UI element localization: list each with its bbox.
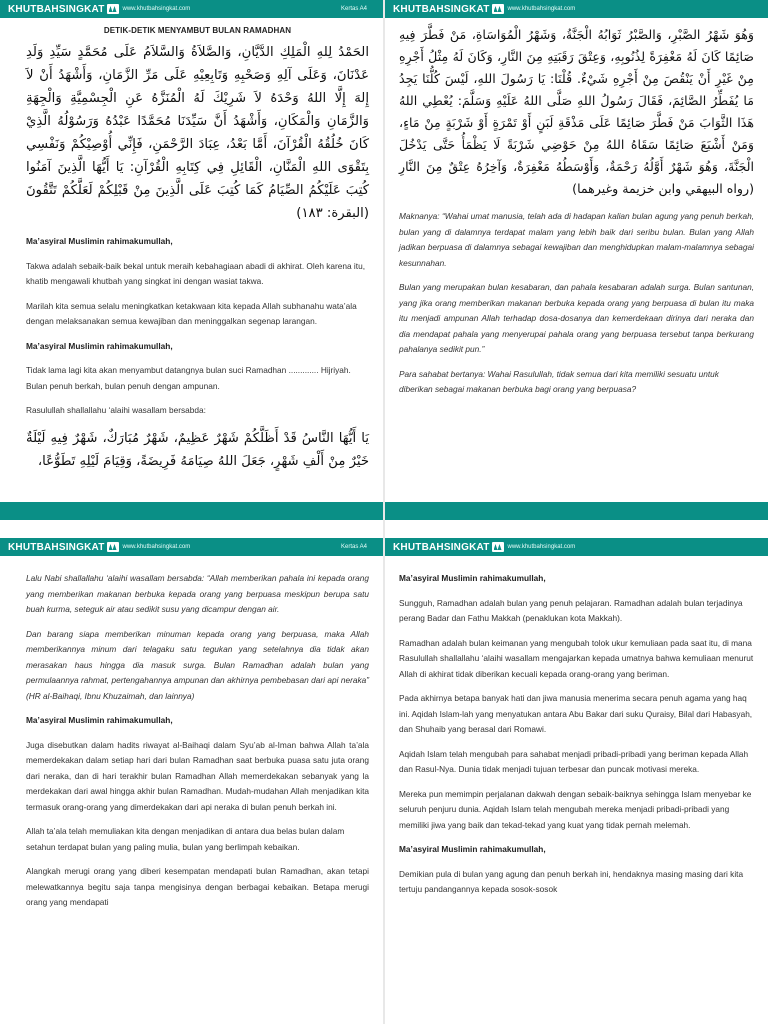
paragraph: Juga disebutkan dalam hadits riwayat al-Baihaqi dalam Syu’ab al-Iman bahwa Allah ta’ala memerdekakan dalam setiap hari dari bulan Ramadhan saat berbuka puasa satu juta orang dari neraka, dan di hari terakhir bulan Ramadhan Allah memerdekakan sebanyak yang la merdekakan dari awal hingga akhir bulan Ramadhan. Mudah-mudahan Allah menjadikan kita termasuk orang-orang yang dimerdekakan dari api neraka di bulan penuh berkah ini. [26,739,369,812]
paragraph: Aqidah Islam telah mengubah para sahabat menjadi pribadi-pribadi yang beriman kepada Allah dan Rasul-Nya. Dunia tidak menjadi tujuan terbesar dan puncak motivasi mereka. [399,748,749,774]
brand-name: KHUTBAHSINGKAT [8,541,105,553]
paragraph: Allah ta’ala telah memuliakan kita dengan menjadikan di antara dua belas bulan dalam setahun terdapat bulan yang paling mulia, bulan yang berlimpah kebaikan. [26,826,345,852]
site-url: www.khutbahsingkat.com [122,544,191,550]
meaning-paragraph: Maknanya: “Wahai umat manusia, telah ada di hadapan kalian bulan agung yang penuh berkah, bulan yang di dalamnya terdapat malam yang lebih baik dari seribu bulan. Bulan yang Allah jadikan berpuasa di dalamnya sebagai kewajiban dan menghidupkan malam-malamnya sebagai kesunnahan. [399,211,754,268]
site-url: www.khutbahsingkat.com [507,544,576,550]
panel-top-left [0,0,383,520]
arabic-hadith-continued: وَهُوَ شَهْرُ الصَّبْرِ، وَالصَّبْرُ ثَوَابُهُ الْجَنَّةُ، وَشَهْرُ الْمُوَاسَاةِ، مَنْ فَطَّرَ فِيهِ صَائِمًا كَانَ لَهُ مَغْفِرَةً لِذُنُوبِهِ، وَعِتْقَ رَقَبَتِهِ مِنَ النَّارِ، وَكَانَ لَهُ مِثْلُ أَجْرِهِ مِنْ غَيْرِ أَنْ يَنْقُصَ مِنْ أَجْرِهِ شَيْءٌ. قُلْنَا: يَا رَسُولَ اللهِ، لَيْسَ كُلُّنَا يَجِدُ مَا يُفَطِّرُ الصَّائِمَ، فَقَالَ رَسُولُ اللهِ صَلَّى اللهُ عَلَيْهِ وَسَلَّمَ: يُعْطِي اللهُ هَذَا الثَّوَابَ مَنْ فَطَّرَ صَائِمًا عَلَى مَذْقَةِ لَبَنٍ أَوْ تَمْرَةٍ أَوْ شَرْبَةٍ مِنْ مَاءٍ، وَمَنْ أَشْبَعَ صَائِمًا سَقَاهُ اللهُ مِنْ حَوْضِي شَرْبَةً لَا يَظْمَأُ حَتَّى يَدْخُلَ الْجَنَّةَ، وَهُوَ شَهْرٌ أَوَّلُهُ رَحْمَةٌ، وَأَوْسَطُهُ مَغْفِرَةٌ، وَآخِرُهُ عِتْقٌ مِنَ النَّارِ (رواه البيهقي وابن خزيمة وغيرهما) [399,27,754,196]
paragraph: Takwa adalah sebaik-baik bekal untuk meraih kebahagiaan abadi di akhirat. Oleh karena itu, khatib mengawali khutbah yang singkat ini dengan wasiat takwa. [26,260,366,286]
paragraph: Rasulullah shallallahu ‘alaihi wasallam bersabda: [26,405,206,415]
brand-logo-icon [492,542,504,552]
paragraph: Ramadhan adalah bulan keimanan yang mengubah tolok ukur kemuliaan pada saat itu, di mana Rasulullah shallallahu ‘alaihi wasallam mengajarkan kepada umatnya bahwa kemuliaan menurut Allah di akhirat tidak diberikan kecuali kepada orang-orang yang beriman. [399,637,754,679]
paragraph: Pada akhirnya betapa banyak hati dan jiwa manusia menerima secara penuh agama yang haq ini. Aqidah Islam-lah yang menyatukan antara Abu Bakar dari suku Quraisy, Bilal dari Habasyah, dan Shuhaib yang berasal dari Romawi. [399,693,753,734]
paper-size-label: Kertas A4 [340,544,367,550]
brand-logo-icon [492,4,504,14]
brand-logo-icon [107,542,119,552]
panel-header [0,538,383,556]
panel-header [385,0,768,18]
panel-header [385,538,768,556]
paragraph: Demikian pula di bulan yang agung dan penuh berkah ini, hendaknya masing masing dari kita tertuju pandangannya kepada sosok-sosok [399,868,744,894]
paragraph: Lalu Nabi shallallahu ‘alaihi wasallam bersabda: “Allah memberikan pahala ini kepada orang yang memberikan makanan berbuka kepada orang yang berpuasa meskipun berupa satu buah kurma, seteguk air atau sedikit susu yang dicampur dengan air. [26,573,369,614]
brand-name: KHUTBAHSINGKAT [393,541,490,553]
paragraph: Tidak lama lagi kita akan menyambut datangnya bulan suci Ramadhan ............. Hijriyah. Bulan penuh berkah, bulan penuh dengan ampunan. [26,365,351,391]
panel-bottom-left [0,538,383,1024]
paragraph: Dan barang siapa memberikan minuman kepada orang yang berpuasa, maka Allah memberikannya minum dari telagaku satu tegukan yang setelahnya dia tidak akan merasakan haus hingga dia masuk surga. Bulan Ramadhan adalah bulan yang permulaannya rahmat, pertengahannya ampunan dan akhirnya pembebasan dari api neraka” (HR al-Baihaqi, Ibnu Khuzaimah, dan lainnya) [26,628,369,701]
greeting: Ma’asyiral Muslimin rahimakumullah, [26,236,173,246]
panel-header [0,0,383,18]
paragraph: Alangkah merugi orang yang diberi kesempatan mendapati bulan Ramadhan, akan tetapi melewatkannya begitu saja tanpa mengisinya dengan berbagai kebaikan. Betapa merugi orang yang mendapati [26,866,369,907]
greeting: Ma’asyiral Muslimin rahimakumullah, [26,715,173,725]
panel-footer-bar [385,502,768,520]
panel-footer-bar [0,502,383,520]
paper-size-label: Kertas A4 [340,6,367,12]
meaning-paragraph: Para sahabat bertanya: Wahai Rasulullah, tidak semua dari kita memiliki sesuatu untuk diberikan sebagai makanan berbuka bagi orang yang berpuasa? [399,368,719,394]
paragraph: Mereka pun memimpin perjalanan dakwah dengan sebaik-baiknya sehingga Islam menyebar ke seluruh penjuru dunia. Aqidah Islam telah mengubah mereka menjadi pribadi-pribadi yang memiliki jiwa yang baik dan tekad-tekad yang kuat yang tidak pernah melemah. [399,788,752,830]
column-divider [383,0,385,1024]
greeting: Ma’asyiral Muslimin rahimakumullah, [399,844,546,854]
site-url: www.khutbahsingkat.com [122,6,191,12]
greeting: Ma’asyiral Muslimin rahimakumullah, [399,573,546,583]
meaning-paragraph: Bulan yang merupakan bulan kesabaran, dan pahala kesabaran adalah surga. Bulan santunan, yang jika orang memberikan makanan berbuka kepada orang yang berpuasa di bulan itu maka itu menjadi ampunan Allah terhadap dosa-dosanya dan kemerdekaan dirinya dari neraka dan dia mendapat pahala yang menyerupai pahala orang yang berpuasa tersebut tanpa berkurang pahalanya sedikit pun.” [399,282,754,354]
brand-name: KHUTBAHSINGKAT [393,3,490,15]
paragraph: Sungguh, Ramadhan adalah bulan yang penuh pelajaran. Ramadhan adalah bulan terjadinya perang Badar dan Fathu Makkah (penaklukan kota Makkah). [399,597,743,623]
paragraph: Marilah kita semua selalu meningkatkan ketakwaan kita kepada Allah subhanahu wata’ala dengan melaksanakan semua kewajiban dan meninggalkan segenap larangan. [26,300,357,326]
panel-top-right [385,0,768,520]
arabic-opening: الحَمْدُ لِلهِ الْمَلِكِ الدَّيَّانِ، وَالصَّلاَةُ وَالسَّلاَمُ عَلَى مُحَمَّدٍ سَيِّدِ وَلَدِ عَدْنَانَ، وَعَلَى آلِهِ وَصَحْبِهِ وَتَابِعِيْهِ عَلَى مَرِّ الزَّمَانِ، وَأَشْهَدُ أَنْ لاَ إِلهَ إِلَّا اللهُ وَحْدَهُ لاَ شَرِيْكَ لَهُ الْمُنَزَّهُ عَنِ الْجِسْمِيَّةِ وَالْجِهَةِ وَالزَّمَانِ وَالْمَكَانِ، وَأَشْهَدُ أَنَّ سَيِّدَنَا مُحَمَّدًا عَبْدُهُ وَرَسُوْلُهُ الَّذِيْ كَانَ خُلُقُهُ الْقُرْآنَ، أَمَّا بَعْدُ، عِبَادَ الرَّحْمَنِ، فَإِنِّي أُوْصِيْكُمْ وَنَفْسِي بِتَقْوَى اللهِ الْمَنَّانِ، الْقَائِلِ فِي كِتَابِهِ الْقُرْآنِ: يَا أَيُّهَا الَّذِينَ آمَنُوا كُتِبَ عَلَيْكُمُ الصِّيَامُ كَمَا كُتِبَ عَلَى الَّذِينَ مِنْ قَبْلِكُمْ لَعَلَّكُمْ تَتَّقُونَ (البقرة: ١٨٣) [26,45,369,221]
page-title: DETIK-DETIK MENYAMBUT BULAN RAMADHAN [103,26,292,35]
greeting: Ma’asyiral Muslimin rahimakumullah, [26,340,173,351]
arabic-hadith: يَا أَيُّهَا النَّاسُ قَدْ أَظَلَّكُمْ شَهْرٌ عَظِيمٌ، شَهْرٌ مُبَارَكٌ، شَهْرٌ فِيهِ لَيْلَةٌ خَيْرٌ مِنْ أَلْفِ شَهْرٍ، جَعَلَ اللهُ صِيَامَهُ فَرِيضَةً، وَقِيَامَ لَيْلِهِ تَطَوُّعًا، [26,430,369,469]
panel-bottom-right [385,538,768,1024]
site-url: www.khutbahsingkat.com [507,6,576,12]
brand-logo-icon [107,4,119,14]
brand-name: KHUTBAHSINGKAT [8,3,105,15]
